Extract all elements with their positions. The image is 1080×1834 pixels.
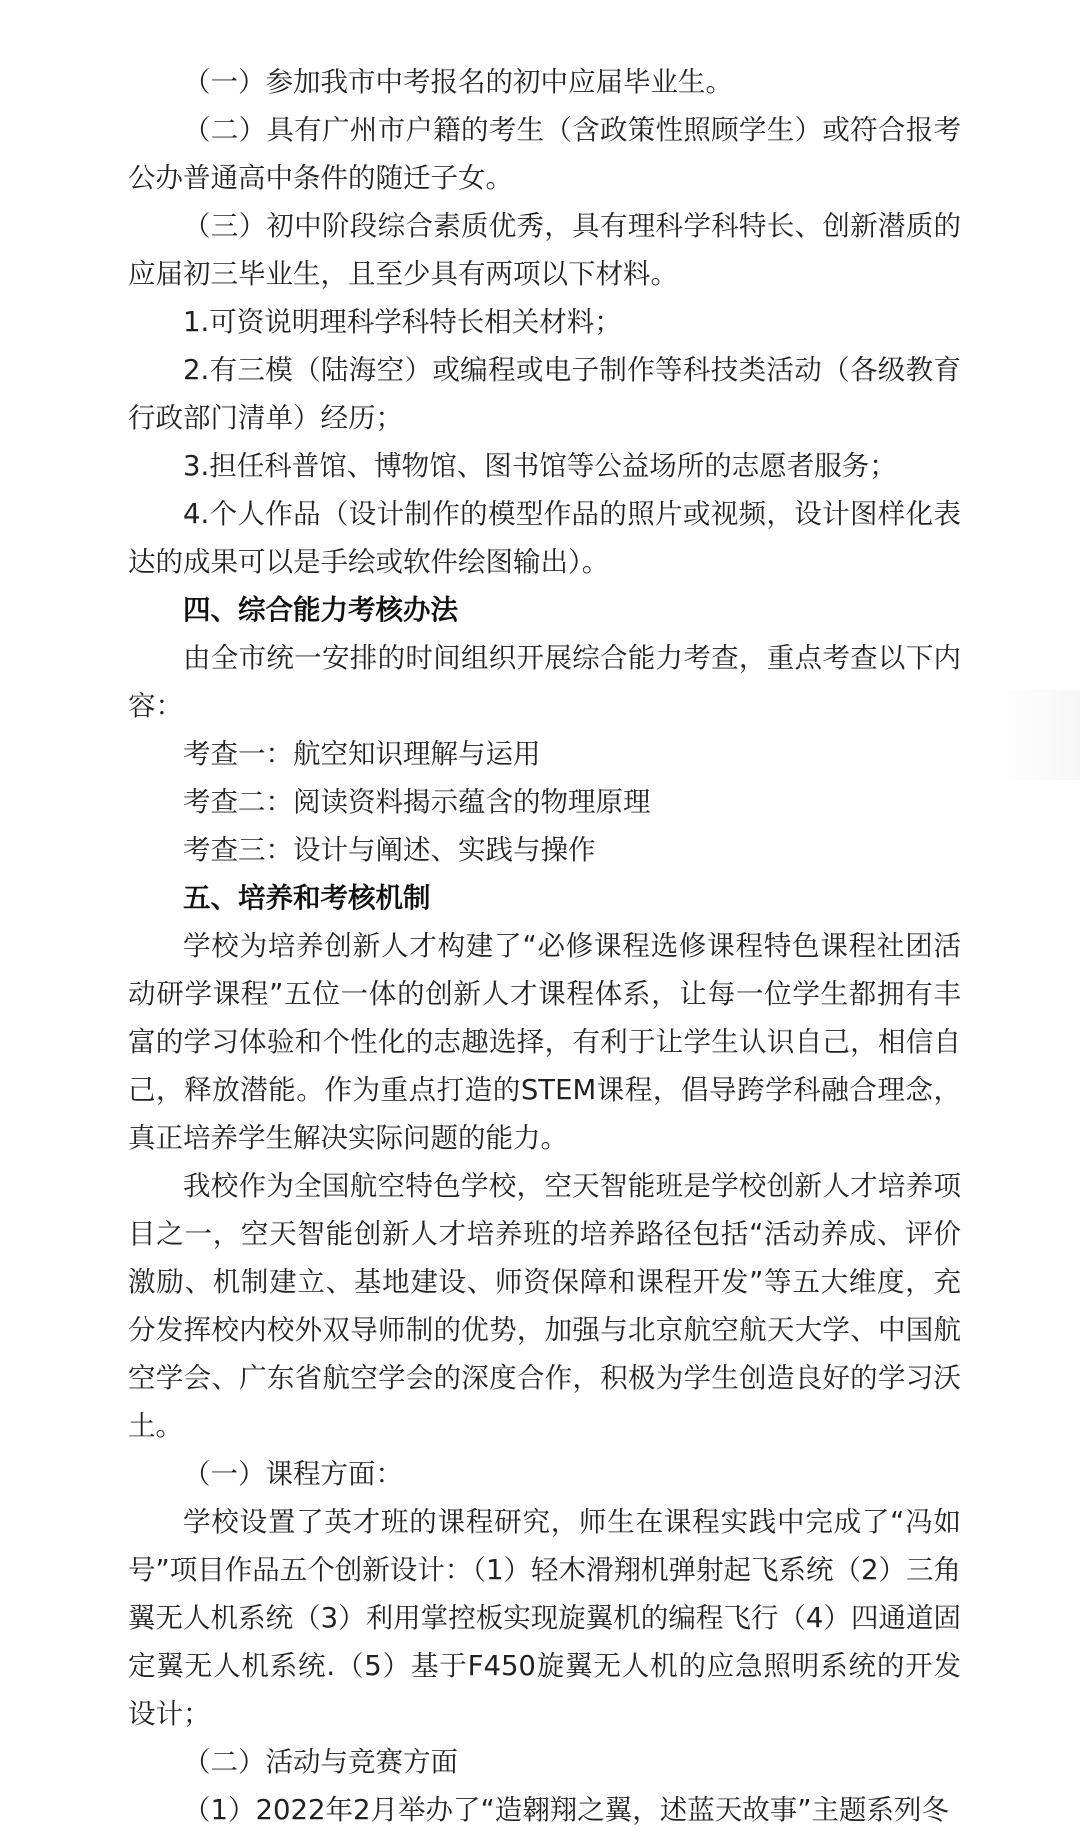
subheading-courses: （一）课程方面：: [183, 1458, 403, 1490]
paragraph-eligibility-2: （二）具有广州市户籍的考生（含政策性照顾学生）或符合报考公办普通高中条件的随迁子女。: [128, 114, 961, 194]
paragraph-eligibility-3: （三）初中阶段综合素质优秀，具有理科学科特长、创新潜质的应届初三毕业生，且至少具有两项以下材料。: [128, 210, 961, 290]
paragraph-activity-1: （1）2022年2月举办了“造翱翔之翼，述蓝天故事”主题系列冬: [183, 1794, 949, 1826]
section-heading-training: 五、培养和考核机制: [183, 882, 431, 914]
list-item-material-1: 1.可资说明理科学科特长相关材料；: [183, 306, 622, 338]
list-item-exam-1: 考查一：航空知识理解与运用: [183, 738, 541, 770]
list-item-material-2: 2.有三模（陆海空）或编程或电子制作等科技类活动（各级教育行政部门清单）经历；: [128, 354, 961, 434]
scan-edge-shade: [990, 690, 1080, 780]
section-heading-assessment: 四、综合能力考核办法: [183, 594, 458, 626]
list-item-material-3: 3.担任科普馆、博物馆、图书馆等公益场所的志愿者服务；: [183, 450, 897, 482]
list-item-exam-3: 考查三：设计与阐述、实践与操作: [183, 834, 596, 866]
paragraph-assessment-intro: 由全市统一安排的时间组织开展综合能力考查，重点考查以下内容：: [128, 642, 961, 722]
list-item-material-4: 4.个人作品（设计制作的模型作品的照片或视频，设计图样化表达的成果可以是手绘或软件绘图输出）。: [128, 498, 961, 578]
subheading-activities: （二）活动与竞赛方面: [183, 1746, 458, 1778]
paragraph-aerospace-class: 我校作为全国航空特色学校，空天智能班是学校创新人才培养项目之一，空天智能创新人才培养班的培养路径包括“活动养成、评价激励、机制建立、基地建设、师资保障和课程开发”等五大维度，充分发挥校内校外双导师制的优势，加强与北京航空航天大学、中国航空学会、广东省航空学会的深度合作，积极为学生创造良好的学习沃土。: [128, 1170, 961, 1442]
list-item-exam-2: 考查二：阅读资料揭示蕴含的物理原理: [183, 786, 651, 818]
paragraph-curriculum-system: 学校为培养创新人才构建了“必修课程选修课程特色课程社团活动研学课程”五位一体的创新人才课程体系，让每一位学生都拥有丰富的学习体验和个性化的志趣选择，有利于让学生认识自己，相信自己，释放潜能。作为重点打造的STEM课程，倡导跨学科融合理念，真正培养学生解决实际问题的能力。: [128, 930, 961, 1154]
document-body: [128, 58, 961, 1834]
paragraph-course-projects: 学校设置了英才班的课程研究，师生在课程实践中完成了“冯如号”项目作品五个创新设计：（1）轻木滑翔机弹射起飞系统（2）三角翼无人机系统（3）利用掌控板实现旋翼机的编程飞行（4）四通道固定翼无人机系统.（5）基于F450旋翼无人机的应急照明系统的开发设计；: [128, 1506, 961, 1730]
paragraph-eligibility-1: （一）参加我市中考报名的初中应届毕业生。: [183, 66, 733, 98]
